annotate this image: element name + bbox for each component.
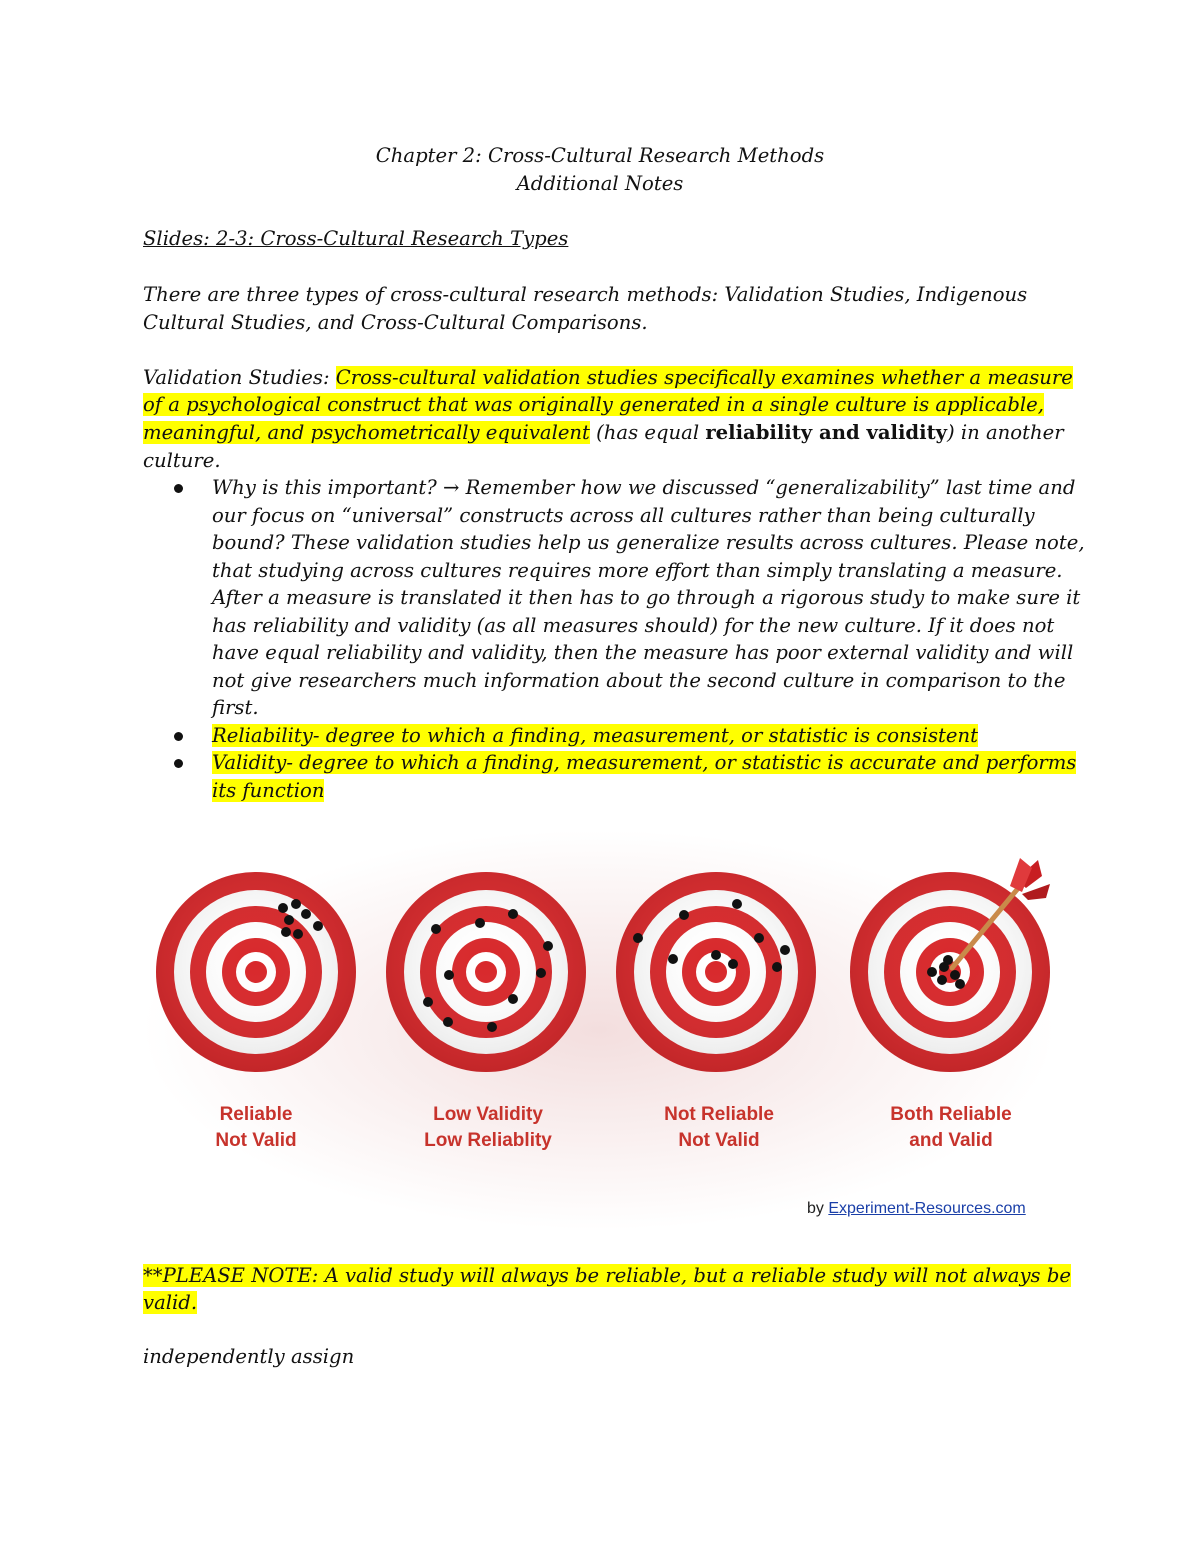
target-low-validity-low-reliability: [386, 872, 586, 1072]
label-low-reliability: Low Reliablity: [424, 1130, 552, 1151]
bullet-why-important: [212, 474, 1085, 722]
credit-by: by: [807, 1200, 829, 1217]
validation-highlight-2: of a psychological construct that was originally generated in a single culture is applicable,: [143, 393, 1044, 416]
reliability-validity-bold: reliability and validity: [705, 421, 948, 444]
why-line: bound? These validation studies help us generalize results across cultures. Please note,: [212, 531, 1085, 554]
why-line: our focus on “universal” constructs across all cultures rather than being culturally: [212, 503, 1035, 527]
reliability-validity-figure: [143, 830, 1055, 1230]
intro-line-1: There are three types of cross-cultural research methods: Validation Studies, Indigenous: [143, 283, 1028, 306]
validity-definition-2: its function: [212, 778, 325, 802]
why-line: After a measure is translated it then has to go through a rigorous study to make sure it: [212, 586, 1081, 609]
bullet-list: [212, 474, 1085, 804]
target-reliable-not-valid: [156, 872, 356, 1072]
figure-credit: [807, 1200, 1026, 1218]
label-not-reliable: Not Reliable: [664, 1104, 774, 1125]
validation-mid-text: (has equal: [589, 421, 706, 444]
why-line: first.: [212, 696, 259, 719]
bullet-dot-icon: [174, 484, 183, 493]
bullet-dot-icon: [174, 759, 183, 768]
validation-end-text: ) in another: [947, 421, 1064, 444]
please-note-text-2: valid.: [143, 1291, 198, 1314]
validation-highlight-1: Cross-cultural validation studies specifically examines whether a measure: [335, 366, 1073, 389]
validation-line-1: [143, 364, 1073, 392]
please-note-line-2: [143, 1289, 197, 1317]
why-line: Why is this important? → Remember how we discussed “generalizability” last time and: [212, 476, 1076, 499]
intro-line-2: Cultural Studies, and Cross-Cultural Comparisons.: [143, 311, 648, 334]
target-not-reliable-not-valid: [616, 872, 816, 1072]
please-note-text: **PLEASE NOTE: A valid study will always be reliable, but a reliable study will not always be: [143, 1264, 1071, 1287]
why-line: have equal reliability and validity, then the measure has poor external validity and will: [212, 641, 1074, 664]
bullet-validity: [212, 749, 1085, 804]
why-line: has reliability and validity (as all measures should) for the new culture. If it does not: [212, 613, 1055, 637]
bullet-reliability: [212, 722, 1085, 750]
experiment-resources-link[interactable]: Experiment-Resources.com: [828, 1200, 1026, 1217]
section-heading: Slides: 2-3: Cross-Cultural Research Types: [143, 227, 569, 250]
label-both-reliable: Both Reliable: [890, 1104, 1012, 1125]
why-line: that studying across cultures requires more effort than simply translating a measure.: [212, 558, 1063, 582]
reliability-definition: Reliability- degree to which a finding, measurement, or statistic is consistent: [212, 723, 979, 747]
label-low-validity: Low Validity: [433, 1104, 543, 1125]
validation-line-3: [143, 419, 1064, 447]
bullet-dot-icon: [174, 732, 183, 741]
validation-label: Validation Studies:: [143, 366, 336, 389]
document-subtitle: Additional Notes: [516, 172, 684, 195]
validity-definition-1: Validity- degree to which a finding, measurement, or statistic is accurate and performs: [212, 751, 1077, 774]
validation-line-4: culture.: [143, 449, 221, 472]
please-note-line-1: [143, 1262, 1071, 1290]
label-not-valid-2: Not Valid: [678, 1130, 760, 1151]
validation-line-2: [143, 391, 1044, 419]
label-not-valid: Not Valid: [215, 1130, 297, 1151]
document-title: Chapter 2: Cross-Cultural Research Methods: [375, 144, 825, 167]
why-line: not give researchers much information about the second culture in comparison to the: [212, 668, 1066, 692]
validation-highlight-3: meaningful, and psychometrically equivalent: [143, 421, 590, 444]
footer-text: independently assign: [143, 1345, 355, 1368]
label-reliable: Reliable: [219, 1104, 293, 1125]
label-and-valid: and Valid: [909, 1130, 993, 1151]
